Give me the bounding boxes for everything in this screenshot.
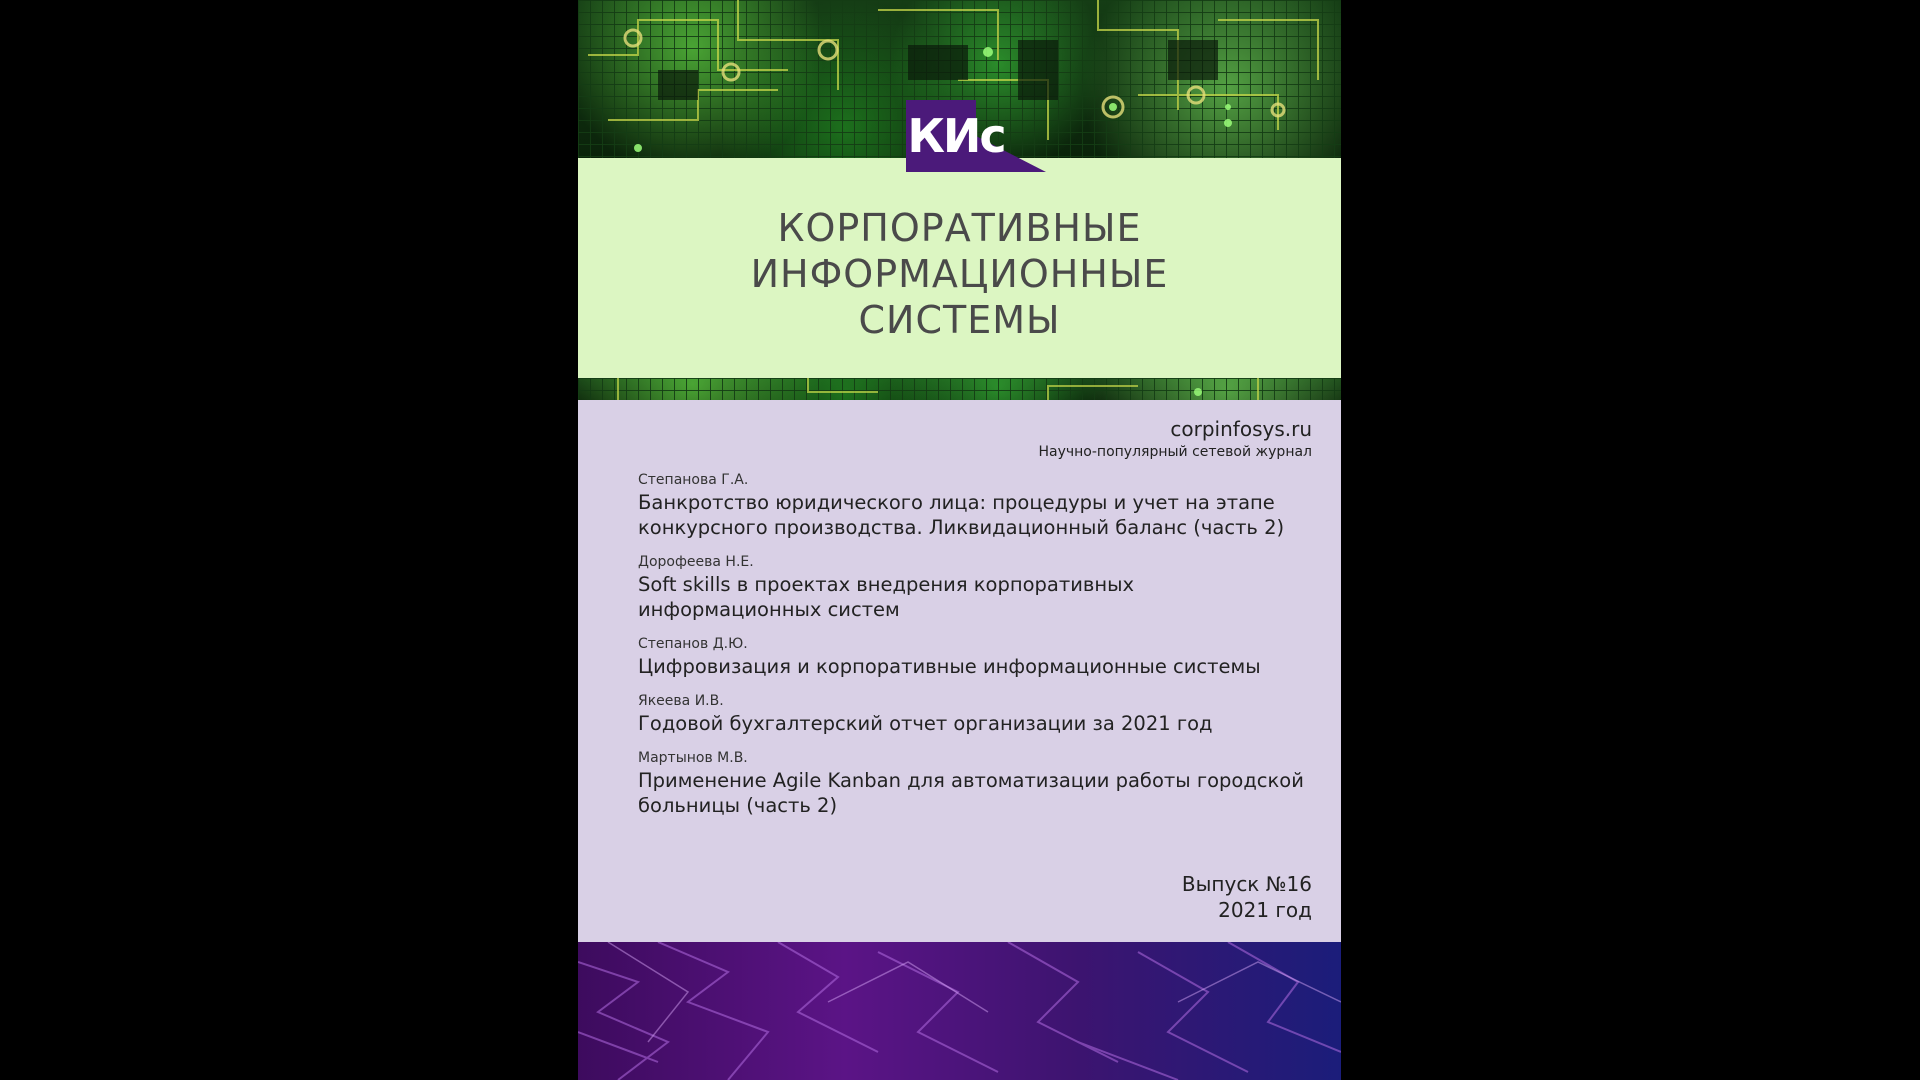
article-title: Применение Agile Kanban для автоматизации работы городской больницы (часть 2) <box>638 769 1304 817</box>
article-item <box>638 552 1318 622</box>
article-author: Степанов Д.Ю. <box>638 636 748 652</box>
article-title: Годовой бухгалтерский отчет организации за 2021 год <box>638 712 1213 735</box>
article-author: Мартынов М.В. <box>638 750 748 766</box>
logo-text: КИс <box>907 109 1005 163</box>
issue-info <box>1182 871 1312 923</box>
purple-circuit-footer-image <box>578 942 1341 1080</box>
title-line-1: КОРПОРАТИВНЫЕ <box>777 206 1142 250</box>
purple-circuit-traces <box>578 942 1341 1080</box>
article-title: Soft skills в проектах внедрения корпоративных информационных систем <box>638 573 1135 621</box>
circuit-divider-strip <box>578 378 1341 400</box>
title-line-3: СИСТЕМЫ <box>858 298 1061 342</box>
article-item <box>638 748 1318 818</box>
issue-year: 2021 год <box>1218 898 1312 922</box>
article-author: Якеева И.В. <box>638 693 724 709</box>
article-list <box>638 470 1318 830</box>
article-item <box>638 691 1318 736</box>
article-author: Дорофеева Н.Е. <box>638 554 754 570</box>
article-title: Банкротство юридического лица: процедуры и учет на этапе конкурсного производства. Ликвидационный баланс (часть 2) <box>638 491 1285 539</box>
site-info <box>1038 416 1312 462</box>
site-url: corpinfosys.ru <box>1170 417 1312 441</box>
title-line-2: ИНФОРМАЦИОННЫЕ <box>750 252 1169 296</box>
journal-title <box>578 205 1341 343</box>
journal-cover <box>578 0 1341 1080</box>
issue-number: Выпуск №16 <box>1181 872 1312 896</box>
article-item <box>638 470 1318 540</box>
site-subtitle: Научно-популярный сетевой журнал <box>1038 444 1312 460</box>
circuit-divider-traces <box>578 378 1341 400</box>
article-title: Цифровизация и корпоративные информационные системы <box>638 655 1261 678</box>
article-author: Степанова Г.А. <box>638 472 749 488</box>
journal-logo <box>906 100 1046 172</box>
article-item <box>638 634 1318 679</box>
